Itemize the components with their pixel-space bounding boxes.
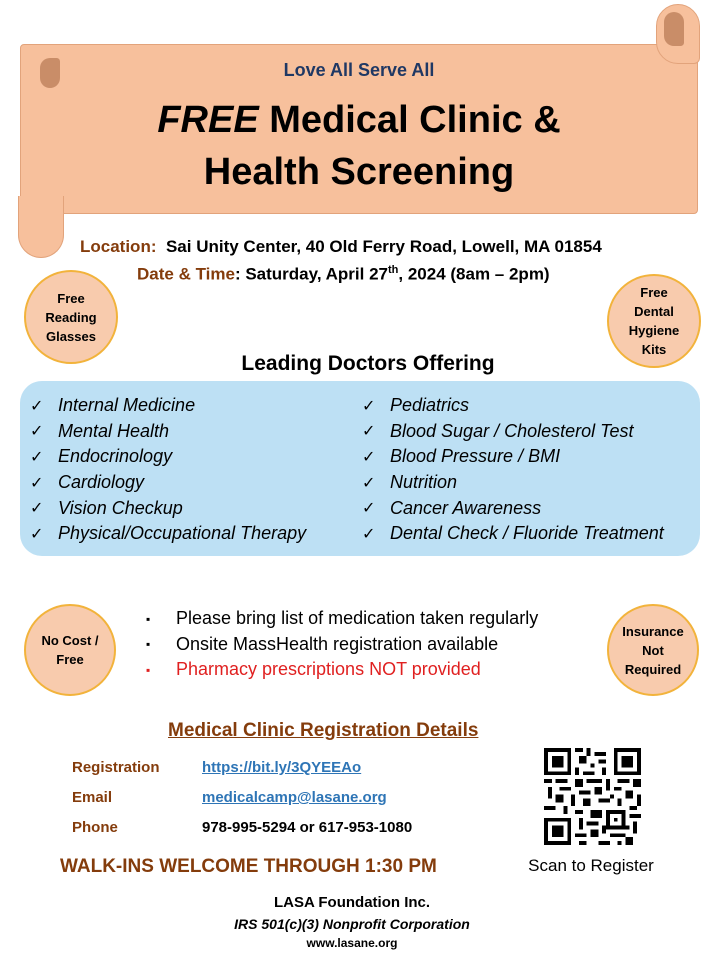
check-icon: ✓ [30, 500, 44, 518]
date-suffix: th [388, 264, 399, 276]
title-line2: Health Screening [203, 151, 515, 193]
service-label: Cardiology [58, 472, 145, 493]
check-icon: ✓ [30, 397, 44, 415]
list-item [30, 393, 306, 419]
list-item [30, 444, 306, 470]
check-icon: ✓ [362, 474, 376, 492]
badge-no-cost [24, 604, 116, 696]
badge-text: Reading [45, 309, 97, 325]
qr-caption: Scan to Register [528, 856, 654, 875]
bullet-icon: ▪ [146, 637, 151, 652]
badge-text: Glasses [46, 328, 96, 344]
email-label: Email [72, 789, 113, 806]
email-link[interactable]: medicalcamp@lasane.org [202, 789, 387, 806]
service-label: Dental Check / Fluoride Treatment [390, 523, 664, 544]
check-icon: ✓ [362, 397, 376, 415]
registration-row [72, 759, 361, 776]
badge-text: Free [57, 290, 85, 306]
service-label: Internal Medicine [58, 395, 196, 416]
title-line1: Medical Clinic & [258, 99, 561, 141]
list-item-warning [146, 657, 538, 683]
registration-heading: Medical Clinic Registration Details [168, 720, 479, 741]
check-icon: ✓ [362, 448, 376, 466]
registration-label: Registration [72, 759, 160, 776]
list-item [30, 419, 306, 445]
check-icon: ✓ [30, 423, 44, 441]
badge-text: Free [56, 652, 84, 667]
bullet-icon: ▪ [146, 611, 151, 626]
location-label: Location [80, 237, 151, 256]
datetime-label: Date & Time [137, 264, 235, 284]
list-item [146, 606, 538, 632]
list-item [362, 444, 664, 470]
scroll-curl-right-shadow [664, 12, 684, 46]
service-label: Cancer Awareness [390, 497, 542, 518]
title-free: FREE [157, 99, 259, 141]
services-right-list [362, 393, 664, 547]
service-label: Blood Sugar / Cholesterol Test [390, 420, 634, 441]
check-icon: ✓ [30, 525, 44, 543]
badge-insurance [607, 604, 699, 696]
badge-text: Free [640, 285, 668, 300]
date-value: Saturday, April 27 [245, 264, 389, 284]
badge-text: Kits [641, 342, 667, 357]
service-label: Mental Health [58, 420, 170, 441]
notes-list [146, 606, 538, 683]
badge-text: Required [624, 661, 682, 677]
bullet-icon: ▪ [146, 662, 151, 677]
footer-organization: LASA Foundation Inc. [273, 894, 431, 911]
list-item [362, 521, 664, 547]
phone-row [72, 819, 412, 836]
service-label: Blood Pressure / BMI [390, 446, 561, 467]
badge-text: Dental [634, 304, 674, 319]
note-text: Please bring list of medication taken regularly [176, 608, 539, 629]
qr-code-icon[interactable] [544, 748, 641, 845]
badge-reading-glasses [24, 270, 118, 364]
scroll-curl-left [18, 196, 64, 258]
service-label: Pediatrics [390, 395, 470, 416]
badge-text: Hygiene [628, 323, 680, 338]
registration-link[interactable]: https://bit.ly/3QYEEAo [202, 759, 362, 776]
date-rest: , 2024 (8am – 2pm) [398, 264, 550, 284]
list-item [362, 495, 664, 521]
service-label: Endocrinology [58, 446, 173, 467]
list-item [30, 495, 306, 521]
list-item [362, 393, 664, 419]
list-item [146, 632, 538, 658]
check-icon: ✓ [362, 500, 376, 518]
email-row [72, 789, 387, 806]
list-item [30, 521, 306, 547]
phone-value: 978-995-5294 or 617-953-1080 [202, 819, 413, 836]
badge-text: Not [642, 642, 664, 658]
footer-irs-status: IRS 501(c)(3) Nonprofit Corporation [234, 916, 470, 932]
tagline: Love All Serve All [283, 60, 435, 80]
list-item [362, 419, 664, 445]
list-item [30, 470, 306, 496]
service-label: Vision Checkup [58, 497, 183, 518]
check-icon: ✓ [362, 423, 376, 441]
services-left-list [30, 393, 306, 547]
service-label: Nutrition [390, 472, 458, 493]
walkins-notice: WALK-INS WELCOME THROUGH 1:30 PM [60, 856, 437, 877]
check-icon: ✓ [362, 525, 376, 543]
phone-label: Phone [72, 819, 118, 836]
footer-website[interactable]: www.lasane.org [306, 936, 398, 950]
check-icon: ✓ [30, 448, 44, 466]
location-value: Sai Unity Center, 40 Old Ferry Road, Lowell, MA 01854 [165, 237, 602, 256]
note-text: Onsite MassHealth registration available [176, 633, 499, 654]
location-line: Location: Sai Unity Center, 40 Old Ferry Road, Lowell, MA 01854 [80, 237, 602, 256]
list-item [362, 470, 664, 496]
page-title [20, 94, 698, 198]
service-label: Physical/Occupational Therapy [58, 523, 307, 544]
badge-text: No Cost / [41, 633, 99, 648]
badge-text: Insurance [622, 623, 684, 639]
check-icon: ✓ [30, 474, 44, 492]
datetime-line: Date & Time: Saturday, April 27th, 2024 (8am – 2pm) [137, 264, 550, 284]
services-heading: Leading Doctors Offering [241, 352, 495, 375]
note-text: Pharmacy prescriptions NOT provided [176, 659, 481, 680]
